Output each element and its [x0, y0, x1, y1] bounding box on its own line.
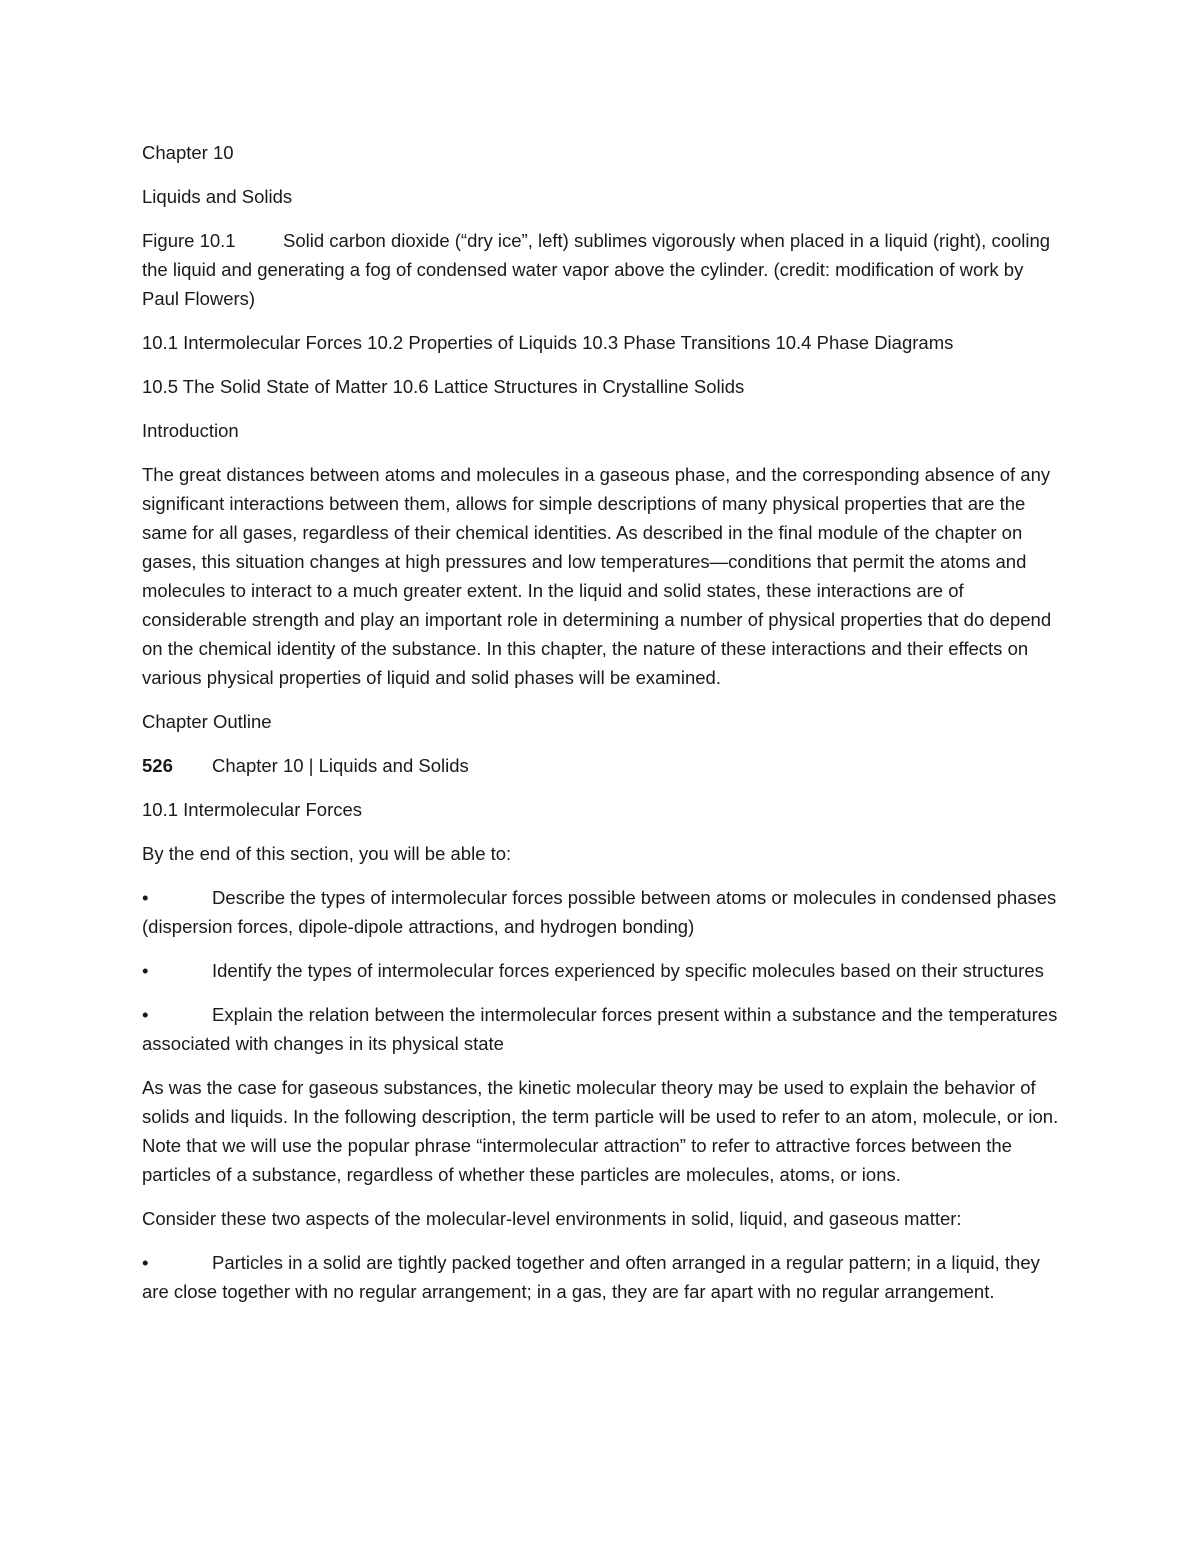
section-heading: 10.1 Intermolecular Forces — [142, 799, 363, 820]
objective-text: Describe the types of intermolecular forces possible between atoms or molecules in condensed phases (dispersion forces, dipole-dipole attractions, and hydrogen bonding) — [142, 887, 1057, 937]
bullet-icon: • — [142, 887, 149, 908]
running-header — [142, 751, 1062, 780]
objective-item — [142, 883, 1062, 941]
intro-paragraph: The great distances between atoms and molecules in a gaseous phase, and the corresponding absence of any significant interactions between them, allows for simple descriptions of many physical properties that are the same for all gases, regardless of their chemical identities. As described in the final module of the chapter on gases, this situation changes at high pressures and low temperatures—conditions that permit the atoms and molecules to interact to a much greater extent. In the liquid and solid states, these interactions are of considerable strength and play an important role in determining a number of physical properties that do depend on the chemical identity of the substance. In this chapter, the nature of these interactions and their effects on various physical properties of liquid and solid phases will be examined. — [142, 464, 1052, 688]
running-header-text: Chapter 10 | Liquids and Solids — [212, 755, 469, 776]
figure-label: Figure 10.1 — [142, 230, 236, 251]
toc-line-2: 10.5 The Solid State of Matter 10.6 Lattice Structures in Crystalline Solids — [142, 376, 745, 397]
kinetic-paragraph: As was the case for gaseous substances, the kinetic molecular theory may be used to explain the behavior of solids and liquids. In the following description, the term particle will be used to refer to an atom, molecule, or ion. Note that we will use the popular phrase “intermolecular attraction” to refer to attractive forces between the particles of a substance, regardless of whether these particles are molecules, atoms, or ions. — [142, 1077, 1059, 1185]
bullet-icon: • — [142, 1252, 149, 1273]
aspect-item — [142, 1248, 1062, 1306]
bullet-icon: • — [142, 1004, 149, 1025]
page-number: 526 — [142, 755, 173, 776]
bullet-icon: • — [142, 960, 149, 981]
chapter-title: Liquids and Solids — [142, 186, 293, 207]
intro-heading: Introduction — [142, 420, 239, 441]
aspect-text: Particles in a solid are tightly packed together and often arranged in a regular pattern; in a liquid, they are close together with no regular arrangement; in a gas, they are far apart with no regular arrangement. — [142, 1252, 1040, 1302]
chapter-number: Chapter 10 — [142, 142, 234, 163]
document-page — [142, 138, 1062, 1321]
outline-heading: Chapter Outline — [142, 711, 272, 732]
toc-line-1: 10.1 Intermolecular Forces 10.2 Properties of Liquids 10.3 Phase Transitions 10.4 Phase Diagrams — [142, 332, 954, 353]
objective-item — [142, 956, 1062, 985]
objectives-intro: By the end of this section, you will be able to: — [142, 843, 512, 864]
figure-caption-first: Solid carbon dioxide (“dry ice”, left) sublimes vigorously when placed in a liquid (right), — [283, 230, 987, 251]
figure-caption — [142, 226, 1062, 313]
objective-text: Explain the relation between the intermolecular forces present within a substance and the temperatures associated with changes in its physical state — [142, 1004, 1058, 1054]
figure-caption-rest: cooling the liquid and generating a fog of condensed water vapor above the cylinder. (credit: modification of work by Paul Flowers) — [142, 230, 1051, 309]
objective-text: Identify the types of intermolecular forces experienced by specific molecules based on their structures — [212, 960, 1044, 981]
consider-paragraph: Consider these two aspects of the molecular-level environments in solid, liquid, and gaseous matter: — [142, 1208, 962, 1229]
objective-item — [142, 1000, 1062, 1058]
